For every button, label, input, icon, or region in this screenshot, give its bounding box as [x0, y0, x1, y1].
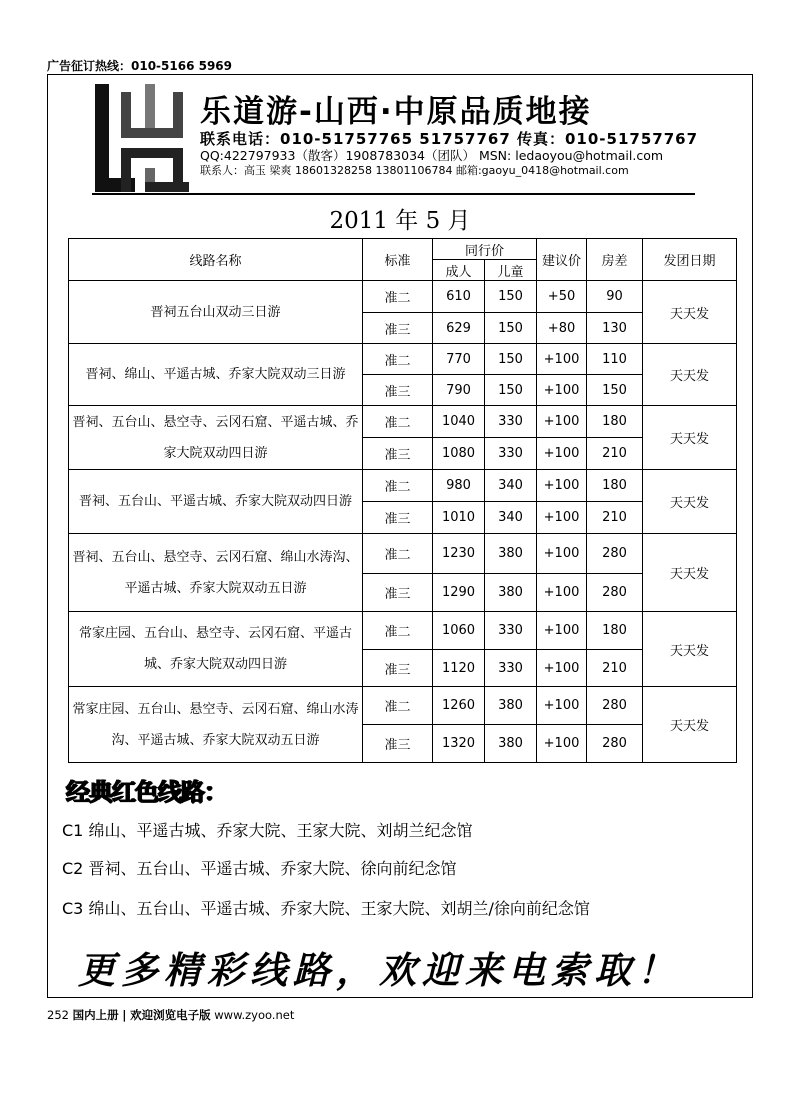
suggested-price: +100 — [537, 687, 587, 725]
suggested-price: +100 — [537, 406, 587, 438]
route-standard: 准二 — [363, 534, 433, 574]
classic-route-c2: C2 晋祠、五台山、平遥古城、乔家大院、徐向前纪念馆 — [62, 859, 457, 878]
route-name: 晋祠、五台山、平遥古城、乔家大院双动四日游 — [69, 470, 363, 534]
child-price: 340 — [485, 470, 537, 502]
child-price: 330 — [485, 612, 537, 650]
page-footer — [47, 1007, 294, 1023]
more-routes-slogan: 更多精彩线路，欢迎来电索取！ — [78, 948, 680, 992]
footer-section: 国内上册 — [72, 1008, 119, 1022]
adult-price: 1230 — [433, 534, 485, 574]
route-standard: 准三 — [363, 574, 433, 612]
suggested-price: +80 — [537, 313, 587, 344]
room-diff: 280 — [587, 574, 643, 612]
route-standard: 准二 — [363, 281, 433, 313]
room-diff: 130 — [587, 313, 643, 344]
room-diff: 280 — [587, 725, 643, 763]
header-room-diff: 房差 — [587, 239, 643, 281]
route-standard: 准二 — [363, 612, 433, 650]
suggested-price: +50 — [537, 281, 587, 313]
route-name: 晋祠、五台山、悬空寺、云冈石窟、绵山水涛沟、平遥古城、乔家大院双动五日游 — [69, 534, 363, 612]
adult-price: 610 — [433, 281, 485, 313]
table-row — [69, 281, 737, 313]
departure: 天天发 — [643, 687, 737, 763]
route-standard: 准二 — [363, 406, 433, 438]
adult-price: 1290 — [433, 574, 485, 612]
room-diff: 180 — [587, 612, 643, 650]
route-standard: 准三 — [363, 375, 433, 406]
leidaoyou-logo-icon — [95, 84, 189, 192]
table-row — [69, 470, 737, 502]
contact-person: 联系人：高玉 梁爽 18601328258 13801106784 邮箱:gaoyu_0418@hotmail.com — [200, 164, 629, 177]
contact-qq: QQ:422797933（散客）1908783034（团队） MSN: ledaoyou@hotmail.com — [200, 148, 664, 163]
suggested-price: +100 — [537, 725, 587, 763]
header-child: 儿童 — [485, 260, 537, 281]
route-standard: 准二 — [363, 344, 433, 375]
departure: 天天发 — [643, 281, 737, 344]
child-price: 150 — [485, 344, 537, 375]
date-title: 2011 年 5 月 — [329, 208, 471, 234]
departure: 天天发 — [643, 470, 737, 534]
adult-price: 1120 — [433, 650, 485, 687]
room-diff: 210 — [587, 502, 643, 534]
table-row — [69, 406, 737, 438]
room-diff: 110 — [587, 344, 643, 375]
child-price: 150 — [485, 281, 537, 313]
adult-price: 1010 — [433, 502, 485, 534]
header-peer-price: 同行价 — [433, 239, 537, 260]
footer-url: www.zyoo.net — [214, 1008, 295, 1022]
route-standard: 准二 — [363, 687, 433, 725]
header-divider — [92, 193, 695, 195]
route-standard: 准三 — [363, 502, 433, 534]
child-price: 330 — [485, 650, 537, 687]
child-price: 330 — [485, 438, 537, 470]
child-price: 380 — [485, 574, 537, 612]
departure: 天天发 — [643, 406, 737, 470]
room-diff: 210 — [587, 650, 643, 687]
route-standard: 准三 — [363, 725, 433, 763]
header-departure: 发团日期 — [643, 239, 737, 281]
adult-price: 1040 — [433, 406, 485, 438]
footer-separator: | — [122, 1008, 127, 1022]
room-diff: 180 — [587, 406, 643, 438]
suggested-price: +100 — [537, 574, 587, 612]
route-standard: 准二 — [363, 470, 433, 502]
route-standard: 准三 — [363, 438, 433, 470]
child-price: 380 — [485, 725, 537, 763]
route-standard: 准三 — [363, 313, 433, 344]
classic-route-c3: C3 绵山、五台山、平遥古城、乔家大院、王家大院、刘胡兰/徐向前纪念馆 — [62, 899, 590, 918]
child-price: 340 — [485, 502, 537, 534]
suggested-price: +100 — [537, 650, 587, 687]
table-row — [69, 612, 737, 650]
child-price: 150 — [485, 375, 537, 406]
adult-price: 1080 — [433, 438, 485, 470]
child-price: 150 — [485, 313, 537, 344]
header-adult: 成人 — [433, 260, 485, 281]
room-diff: 90 — [587, 281, 643, 313]
child-price: 330 — [485, 406, 537, 438]
suggested-price: +100 — [537, 344, 587, 375]
departure: 天天发 — [643, 344, 737, 406]
route-name: 常家庄园、五台山、悬空寺、云冈石窟、平遥古城、乔家大院双动四日游 — [69, 612, 363, 687]
table-row — [69, 687, 737, 725]
adult-price: 1060 — [433, 612, 485, 650]
departure: 天天发 — [643, 612, 737, 687]
suggested-price: +100 — [537, 470, 587, 502]
adult-price: 980 — [433, 470, 485, 502]
suggested-price: +100 — [537, 534, 587, 574]
table-row — [69, 344, 737, 375]
room-diff: 150 — [587, 375, 643, 406]
departure: 天天发 — [643, 534, 737, 612]
child-price: 380 — [485, 534, 537, 574]
header-standard: 标准 — [363, 239, 433, 281]
classic-route-c1: C1 绵山、平遥古城、乔家大院、王家大院、刘胡兰纪念馆 — [62, 821, 473, 840]
route-name: 晋祠、五台山、悬空寺、云冈石窟、平遥古城、乔家大院双动四日游 — [69, 406, 363, 470]
room-diff: 210 — [587, 438, 643, 470]
adult-price: 1260 — [433, 687, 485, 725]
adult-price: 629 — [433, 313, 485, 344]
room-diff: 280 — [587, 687, 643, 725]
header-suggested-price: 建议价 — [537, 239, 587, 281]
footer-promo: 欢迎浏览电子版 — [130, 1008, 211, 1022]
header-route: 线路名称 — [69, 239, 363, 281]
route-name: 晋祠五台山双动三日游 — [69, 281, 363, 344]
child-price: 380 — [485, 687, 537, 725]
route-price-table — [68, 238, 737, 763]
table-row — [69, 534, 737, 574]
room-diff: 180 — [587, 470, 643, 502]
adult-price: 790 — [433, 375, 485, 406]
adult-price: 1320 — [433, 725, 485, 763]
suggested-price: +100 — [537, 502, 587, 534]
suggested-price: +100 — [537, 375, 587, 406]
contact-phone: 联系电话：010-51757765 51757767 传真：010-51757767 — [200, 130, 699, 148]
classic-red-routes-title: 经典红色线路： — [66, 778, 227, 806]
brand-title: 乐道游-山西·中原品质地接 — [200, 94, 592, 130]
route-name: 晋祠、绵山、平遥古城、乔家大院双动三日游 — [69, 344, 363, 406]
route-standard: 准三 — [363, 650, 433, 687]
suggested-price: +100 — [537, 438, 587, 470]
adult-price: 770 — [433, 344, 485, 375]
suggested-price: +100 — [537, 612, 587, 650]
page-number: 252 — [47, 1008, 69, 1022]
ad-hotline: 广告征订热线：010-5166 5969 — [47, 59, 233, 73]
route-name: 常家庄园、五台山、悬空寺、云冈石窟、绵山水涛沟、平遥古城、乔家大院双动五日游 — [69, 687, 363, 763]
room-diff: 280 — [587, 534, 643, 574]
